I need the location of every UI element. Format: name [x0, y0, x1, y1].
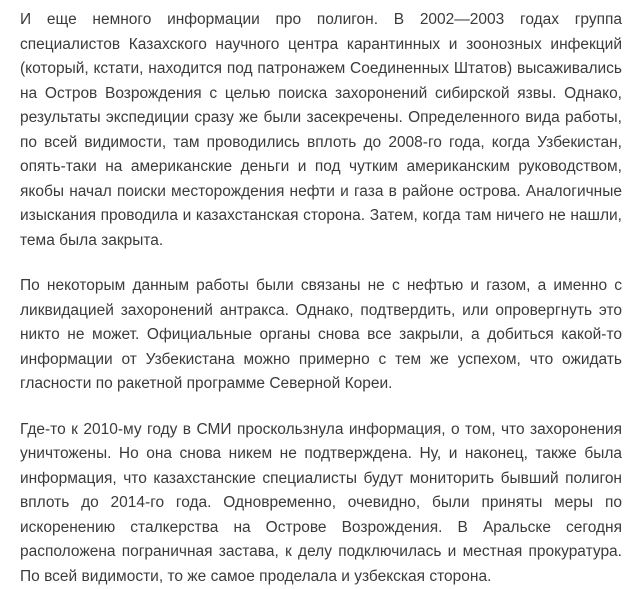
article-body	[20, 8, 622, 589]
article-paragraph: Где-то к 2010-му году в СМИ проскользнула информация, о том, что захоронения уничтожены. Но она снова никем не подтверждена. Ну, и наконец, также была информация, что казахстанские специалисты будут мониторить бывший полигон вплоть до 2014-го года. Одновременно, очевидно, были приняты меры по искоренению сталкерства на Острове Возрождения. В Аральске сегодня расположена пограничная застава, к делу подключилась и местная прокуратура. По всей видимости, то же самое проделала и узбекская сторона.	[20, 418, 622, 589]
article-paragraph: И еще немного информации про полигон. В 2002—2003 годах группа специалистов Казахского научного центра карантинных и зоонозных инфекций (который, кстати, находится под патронажем Соединенных Штатов) высаживались на Остров Возрождения с целью поиска захоронений сибирской язвы. Однако, результаты экспедиции сразу же были засекречены. Определенного вида работы, по всей видимости, там проводились вплоть до 2008-го года, когда Узбекистан, опять-таки на американские деньги и под чутким американским руководством, якобы начал поиски месторождения нефти и газа в районе острова. Аналогичные изыскания проводила и казахстанская сторона. Затем, когда там ничего не нашли, тема была закрыта.	[20, 8, 622, 253]
article-paragraph: По некоторым данным работы были связаны не с нефтью и газом, а именно с ликвидацией захоронений антракса. Однако, подтвердить, или опровергнуть это никто не может. Официальные органы снова все закрыли, а добиться какой-то информации от Узбекистана можно примерно с тем же успехом, что ожидать гласности по ракетной программе Северной Кореи.	[20, 274, 622, 397]
